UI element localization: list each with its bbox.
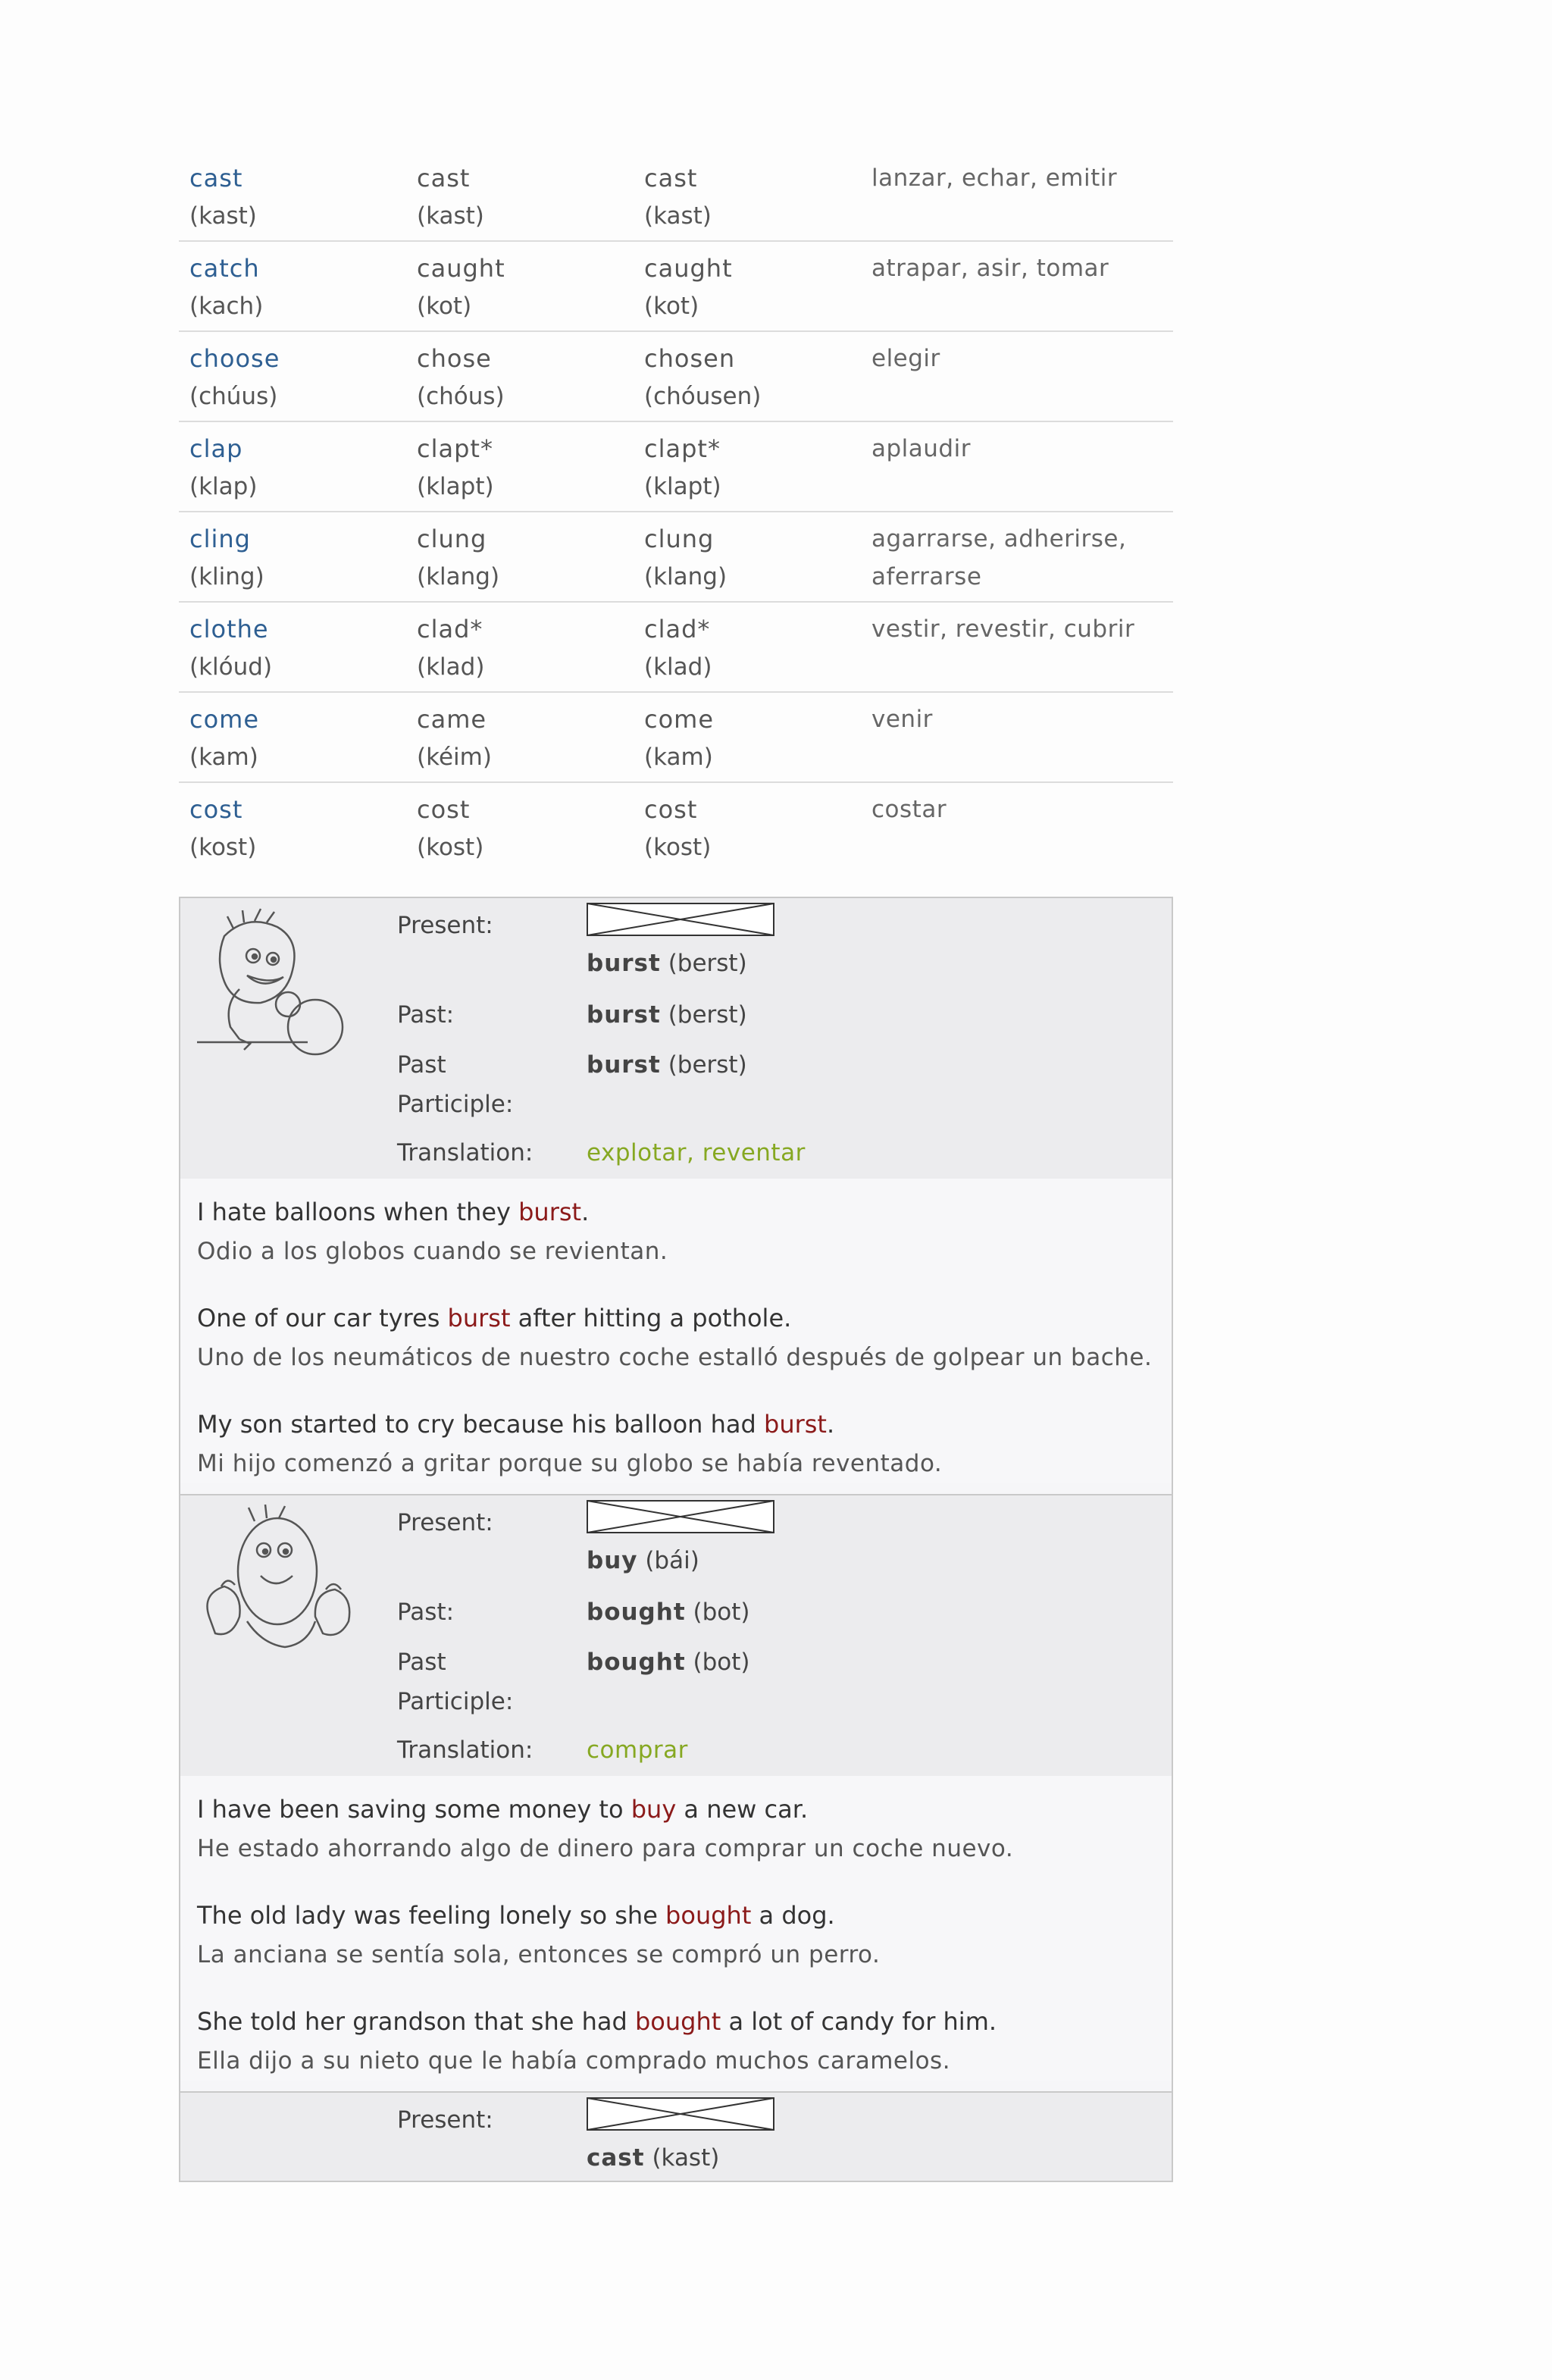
base-form: come: [189, 705, 260, 734]
verb-card-header: [180, 1495, 1172, 1776]
participle-form: clad*: [644, 615, 711, 644]
present-label: Present:: [397, 1509, 493, 1536]
pronunciation: (kast): [417, 202, 484, 230]
translation-value: comprar: [587, 1736, 688, 1764]
translation: venir: [871, 706, 933, 733]
past-form: caught: [417, 254, 505, 283]
pronunciation: (klad): [417, 653, 485, 681]
pronunciation-audio-placeholder-icon[interactable]: [587, 2097, 774, 2131]
past-form: came: [417, 705, 487, 734]
participle-value: burst (berst): [587, 1051, 747, 1079]
participle-form: clung: [644, 525, 715, 553]
pronunciation: (kach): [189, 293, 264, 320]
pronunciation: (klad): [644, 653, 712, 681]
examples: [180, 1179, 1172, 1483]
translation-label: Translation:: [397, 1736, 534, 1764]
base-form: cast: [189, 164, 243, 193]
table-row: [179, 693, 1173, 783]
past-form: cost: [417, 795, 471, 824]
pronunciation: (chóus): [417, 383, 505, 410]
example-en: The old lady was feeling lonely so she bought a dog.: [197, 1901, 835, 1930]
cartoon-shopping-bags-icon: [194, 1503, 361, 1662]
table-row: [179, 783, 1173, 897]
table-row: [179, 512, 1173, 603]
example-es: Uno de los neumáticos de nuestro coche estalló después de golpear un bache.: [197, 1344, 1153, 1371]
past-value: burst (berst): [587, 1001, 747, 1029]
table-row: [179, 603, 1173, 693]
pronunciation: (klang): [417, 563, 500, 590]
table-row: [179, 152, 1173, 242]
example: [197, 1790, 1155, 1868]
example-es: Ella dijo a su nieto que le había comprado muchos caramelos.: [197, 2047, 951, 2075]
participle-form: chosen: [644, 344, 736, 373]
past-form: clapt*: [417, 434, 493, 463]
past-label: Past:: [397, 1599, 455, 1626]
present-label: Present:: [397, 2106, 493, 2134]
base-form: clap: [189, 434, 243, 463]
translation: costar: [871, 796, 947, 823]
example-en: She told her grandson that she had bought a lot of candy for him.: [197, 2007, 997, 2036]
pronunciation: (kam): [189, 744, 258, 771]
pronunciation: (chóusen): [644, 383, 762, 410]
participle-form: cast: [644, 164, 698, 193]
example-en: I hate balloons when they burst.: [197, 1198, 590, 1226]
verb-table: [179, 152, 1173, 897]
pronunciation: (kot): [417, 293, 472, 320]
past-form: clad*: [417, 615, 483, 644]
present-value: burst (berst): [587, 950, 747, 977]
pronunciation: (kast): [644, 202, 712, 230]
table-row: [179, 332, 1173, 422]
pronunciation: (kam): [644, 744, 713, 771]
pronunciation: (klang): [644, 563, 728, 590]
translation: agarrarse, adherirse, aferrarse: [871, 525, 1127, 590]
table-row: [179, 242, 1173, 332]
translation: vestir, revestir, cubrir: [871, 615, 1135, 643]
pronunciation: (kost): [644, 834, 712, 861]
pronunciation: (chúus): [189, 383, 278, 410]
participle-label: Past Participle:: [397, 1051, 514, 1118]
participle-form: clapt*: [644, 434, 721, 463]
past-value: bought (bot): [587, 1599, 750, 1626]
participle-form: cost: [644, 795, 698, 824]
verb-card-header: [180, 898, 1172, 1179]
pronunciation: (klapt): [644, 473, 721, 500]
example: [197, 1298, 1155, 1377]
example: [197, 2002, 1155, 2081]
base-form: cling: [189, 525, 251, 553]
table-row: [179, 422, 1173, 512]
translation-value: explotar, reventar: [587, 1139, 806, 1167]
participle-label: Past Participle:: [397, 1649, 514, 1715]
pronunciation: (kling): [189, 563, 264, 590]
example-en: I have been saving some money to buy a new car.: [197, 1795, 809, 1824]
example: [197, 1896, 1155, 1974]
verb-reference: [179, 152, 1173, 2182]
base-form: cost: [189, 795, 243, 824]
pronunciation: (kost): [189, 834, 257, 861]
pronunciation: (klóud): [189, 653, 273, 681]
translation: atrapar, asir, tomar: [871, 255, 1109, 282]
present-value: cast (kast): [587, 2144, 720, 2172]
present-label: Present:: [397, 912, 493, 939]
participle-form: caught: [644, 254, 733, 283]
translation: lanzar, echar, emitir: [871, 164, 1118, 192]
example-es: La anciana se sentía sola, entonces se compró un perro.: [197, 1941, 881, 1968]
pronunciation: (kéim): [417, 744, 492, 771]
examples: [180, 1776, 1172, 2081]
base-form: catch: [189, 254, 260, 283]
verb-card-cast: [179, 2093, 1173, 2182]
past-label: Past:: [397, 1001, 455, 1029]
example-es: Odio a los globos cuando se revientan.: [197, 1238, 668, 1265]
translation: aplaudir: [871, 435, 971, 462]
example-en: My son started to cry because his balloon had burst.: [197, 1410, 835, 1439]
participle-form: come: [644, 705, 715, 734]
present-value: buy (bái): [587, 1547, 699, 1574]
pronunciation-audio-placeholder-icon[interactable]: [587, 903, 774, 936]
example: [197, 1192, 1155, 1271]
example-es: Mi hijo comenzó a gritar porque su globo se había reventado.: [197, 1450, 943, 1477]
verb-card-buy: [179, 1495, 1173, 2093]
pronunciation-audio-placeholder-icon[interactable]: [587, 1500, 774, 1533]
pronunciation: (kot): [644, 293, 699, 320]
example: [197, 1405, 1155, 1483]
participle-value: bought (bot): [587, 1649, 750, 1676]
cartoon-balloon-icon: [194, 906, 361, 1065]
verb-card-burst: [179, 897, 1173, 1495]
pronunciation: (klapt): [417, 473, 494, 500]
translation: elegir: [871, 345, 940, 372]
past-form: clung: [417, 525, 487, 553]
verb-card-header: [180, 2093, 1172, 2181]
example-en: One of our car tyres burst after hitting a pothole.: [197, 1304, 792, 1332]
pronunciation: (klap): [189, 473, 258, 500]
translation-label: Translation:: [397, 1139, 534, 1167]
past-form: chose: [417, 344, 492, 373]
base-form: choose: [189, 344, 280, 373]
base-form: clothe: [189, 615, 269, 644]
example-es: He estado ahorrando algo de dinero para comprar un coche nuevo.: [197, 1835, 1014, 1862]
pronunciation: (kost): [417, 834, 484, 861]
past-form: cast: [417, 164, 471, 193]
pronunciation: (kast): [189, 202, 257, 230]
